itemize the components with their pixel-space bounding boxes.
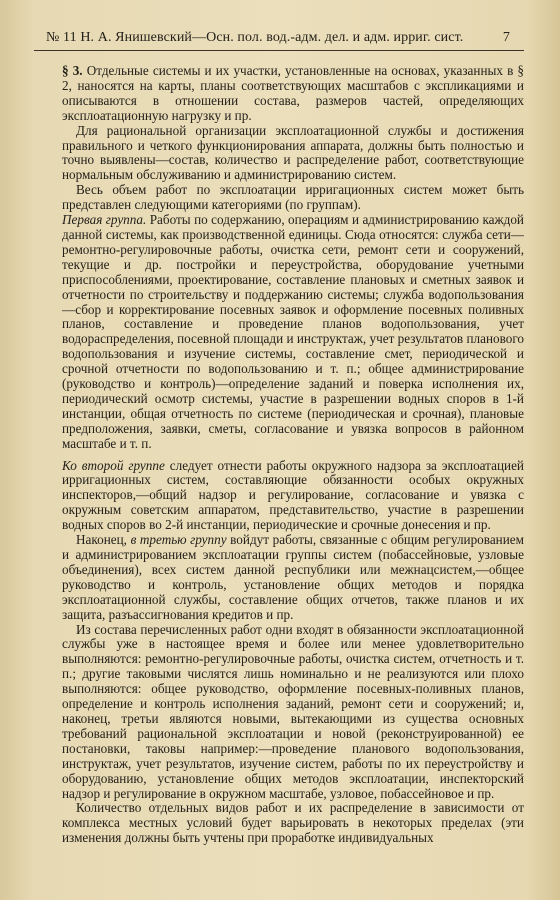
body-text <box>62 64 524 896</box>
paragraph-text: Весь объем работ по эксплоатации ирригационных систем может быть представлен следующими категориями (по группам). <box>62 182 524 213</box>
paragraph-third-group <box>62 533 524 622</box>
paragraph-text: войдут работы, связанные с общим регулированием и администрированием эксплоатации группы систем (побассейновые, узловые объединения), всех систем данной республики или межнацсистем,—общее руководство и контроль, установление общих методов и порядка эксплоатационной службы, составление общих отчетов, также планов и их защита, разъассигнования кредитов и пр. <box>62 532 524 622</box>
running-header <box>34 26 524 51</box>
section-marker: § 3. <box>62 64 83 78</box>
paragraph-text: Работы по содержанию, операциям и администрированию каждой данной системы, как производственной единицы. Сюда относятся: служба сети—ремонтно-регулировочные работы, очистка сети, ремонт сети и сооружений, текущие и др. постройки и переустройства, оборудование учетными приспособлениями, проектирование, составление плановых и сметных заявок и отчетности по строительству и поддержанию системы; служба водопользования—сбор и корректирование посевных заявок и оформление посевных поливных планов, составление и проведение планов водопользования, учет водораспределения, посевной площади и инструктаж, учет результатов планового водопользования и изучение системы, составление смет, периодической и срочной отчетности по водопользованию и т. п.; общее администрирование (руководство и контроль)—определение заданий и поверка исполнения их, периодический осмотр системы, участие в разрешении водных споров в 1-й инстанции, общая отчетность по системе (периодическая и срочная), плановые предположения, заявки, сметы, согласование и увязка вопросов в районном масштабе и т. п. <box>62 212 524 451</box>
paragraph <box>62 623 524 802</box>
page-number: 7 <box>502 30 510 45</box>
paragraph-lead: Наконец, <box>76 532 131 548</box>
paragraph-second-group <box>62 459 524 534</box>
paragraph-first-group <box>62 213 524 452</box>
paragraph-text: Количество отдельных видов работ и их распределение в зависимости от комплекса местных условий будет варьировать в некоторых пределах (эти изменения должны быть учтены при проработке индивидуальных <box>62 800 524 846</box>
paragraph <box>62 801 524 846</box>
paragraph-text: Для рациональной организации эксплоатационной службы и достижения правильного и четкого функционирования аппарата, должны быть полностью и точно выявлены—состав, количество и распределение работ, соответствующие нормальным обслуживанию и администрированию систем. <box>62 122 524 183</box>
paragraph-section-3 <box>62 64 524 124</box>
group-heading: в третью группу <box>130 532 227 548</box>
group-heading: Первая группа. <box>62 212 147 228</box>
paragraph-text: Отдельные системы и их участки, установленные на основах, указанных в § 2, наносятся на карты, планы соответствующих масштабов с экспликациями и описываются в отношении состава, размеров частей, определяющих эксплоатационную нагрузку и пр. <box>62 64 524 123</box>
paragraph <box>62 183 524 213</box>
group-heading: Ко второй группе <box>62 457 165 473</box>
paragraph <box>62 124 524 184</box>
header-title: № 11 Н. А. Янишевский—Осн. пол. вод.-адм. дел. и адм. ирриг. сист. <box>46 30 464 45</box>
paragraph-text: Из состава перечисленных работ одни входят в обязанности эксплоатационной службы уже в настоящее время и более или менее удовлетворительно выполняются: ремонтно-регулировочные работы, очистка систем, отчетность и т. п.; другие таковыми числятся лишь номинально и не реализуются или плохо выполняются: общее руководство, оформление посевных-поливных планов, определение и контроль исполнения заданий, ремонт сети и сооружений; и, наконец, третьи являются новыми, вытекающими из существа основных требований рациональной эксплоатации и новой (реконструированной) ее постановки, таковы например:—проведение планового водопользования, инструктаж, учет результатов, изучение систем, работы по их переустройству и оборудованию, установление общих методов эксплоатации, инспекторский надзор и регулирование в окружном масштабе, узловое, побассейновое и пр. <box>62 621 524 801</box>
paragraph-text: следует отнести работы окружного надзора за эксплоатацией ирригационных систем, составляющие обязанности особых окружных инспекторов,—общий надзор и регулирование, согласование и увязка с окружным советским аппаратом, представительство, участие в разрешении водных споров во 2-й инстанции, периодические и срочные донесения и пр. <box>62 457 524 533</box>
